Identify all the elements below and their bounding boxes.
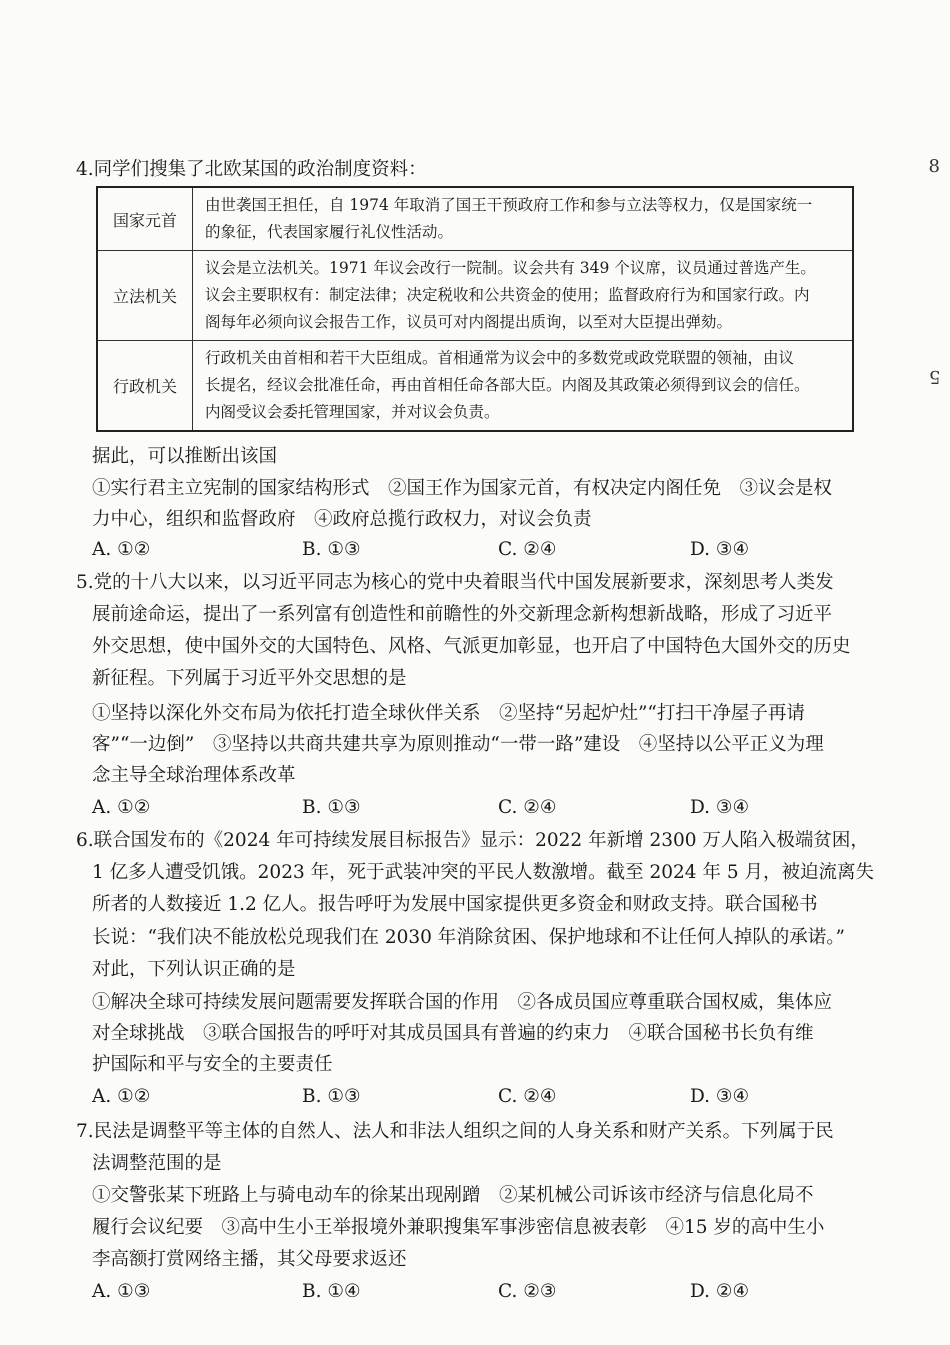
question-4-choices-line: 力中心，组织和监督政府 ④政府总揽行政权力，对议会负责 xyxy=(92,509,592,530)
question-6-line: 1 亿多人遭受饥饿。2023 年，死于武装冲突的平民人数激增。截至 2024 年 5 月，被迫流离失 xyxy=(92,862,874,883)
row-line: 由世袭国王担任，自 1974 年取消了国王干预政府工作和参与立法等权力，仅是国家统一 xyxy=(205,196,813,214)
option-c[interactable]: C. ②④ xyxy=(498,539,557,560)
question-5-choices-line: 客”“一边倒” ③坚持以共商共建共享为原则推动“一带一路”建设 ④坚持以公平正义为理 xyxy=(92,734,824,755)
question-5-line: 展前途命运，提出了一系列富有创造性和前瞻性的外交新理念新构想新战略，形成了习近平 xyxy=(92,604,833,625)
option-b[interactable]: B. ①③ xyxy=(302,1086,361,1107)
question-5-choices-line: 念主导全球治理体系改革 xyxy=(92,765,296,786)
option-d[interactable]: D. ③④ xyxy=(690,1086,750,1107)
option-d[interactable]: D. ③④ xyxy=(690,539,750,560)
margin-mark-middle: 5 xyxy=(928,366,940,387)
question-7-choices-line: 李高额打赏网络主播，其父母要求返还 xyxy=(92,1249,407,1270)
option-a[interactable]: A. ①② xyxy=(92,797,151,818)
question-4-choices-line: ①实行君主立宪制的国家结构形式 ②国王作为国家元首，有权决定内阁任免 ③议会是权 xyxy=(92,478,833,499)
option-d[interactable]: D. ②④ xyxy=(690,1281,750,1302)
row-line: 议会主要职权有：制定法律；决定税收和公共资金的使用；监督政府行为和国家行政。内 xyxy=(205,286,810,304)
option-d[interactable]: D. ③④ xyxy=(690,797,750,818)
row-line: 长提名，经议会批准任命，再由首相任命各部大臣。内阁及其政策必须得到议会的信任。 xyxy=(205,376,810,394)
row-content xyxy=(193,341,854,432)
question-5-line: 5.党的十八大以来，以习近平同志为核心的党中央着眼当代中国发展新要求，深刻思考人类发 xyxy=(76,572,834,593)
political-system-table xyxy=(96,186,854,432)
option-b[interactable]: B. ①④ xyxy=(302,1281,361,1302)
row-line: 的象征，代表国家履行礼仪性活动。 xyxy=(205,223,454,241)
question-5-line: 外交思想，使中国外交的大国特色、风格、气派更加彰显，也开启了中国特色大国外交的历史 xyxy=(92,636,851,657)
table-row xyxy=(97,341,853,432)
margin-mark-top: 8 xyxy=(928,156,940,177)
option-b[interactable]: B. ①③ xyxy=(302,797,361,818)
row-line: 内阁受议会委托管理国家，并对议会负责。 xyxy=(205,403,500,421)
option-a[interactable]: A. ①② xyxy=(92,539,151,560)
question-6-choices-line: 对全球挑战 ③联合国报告的呼吁对其成员国具有普遍的约束力 ④联合国秘书长负有维 xyxy=(92,1023,814,1044)
question-6-line: 6.联合国发布的《2024 年可持续发展目标报告》显示：2022 年新增 2300 万人陷入极端贫困， xyxy=(76,830,869,851)
option-c[interactable]: C. ②④ xyxy=(498,797,557,818)
row-label: 立法机关 xyxy=(97,251,193,341)
question-6-line: 长说：“我们决不能放松兑现我们在 2030 年消除贫困、保护地球和不让任何人掉队的承诺。” xyxy=(92,927,846,948)
row-line: 行政机关由首相和若干大臣组成。首相通常为议会中的多数党或政党联盟的领袖，由议 xyxy=(205,349,795,367)
question-5-line: 新征程。下列属于习近平外交思想的是 xyxy=(92,668,407,689)
question-7-line: 7.民法是调整平等主体的自然人、法人和非法人组织之间的人身关系和财产关系。下列属于民 xyxy=(76,1121,834,1142)
row-line: 议会是立法机关。1971 年议会改行一院制。议会共有 349 个议席，议员通过普选产生。 xyxy=(205,259,816,277)
question-6-choices-line: ①解决全球可持续发展问题需要发挥联合国的作用 ②各成员国应尊重联合国权威，集体应 xyxy=(92,992,833,1013)
option-c[interactable]: C. ②④ xyxy=(498,1086,557,1107)
option-b[interactable]: B. ①③ xyxy=(302,539,361,560)
row-label: 行政机关 xyxy=(97,341,193,432)
question-7-choices-line: 履行会议纪要 ③高中生小王举报境外兼职搜集军事涉密信息被表彰 ④15 岁的高中生小 xyxy=(92,1217,825,1238)
question-4-stem: 据此，可以推断出该国 xyxy=(92,446,278,467)
row-line: 阁每年必须向议会报告工作，议员可对内阁提出质询，以至对大臣提出弹劾。 xyxy=(205,313,733,331)
question-6-choices-line: 护国际和平与安全的主要责任 xyxy=(92,1054,333,1075)
table-row xyxy=(97,187,853,251)
option-a[interactable]: A. ①③ xyxy=(92,1281,151,1302)
question-5-choices-line: ①坚持以深化外交布局为依托打造全球伙伴关系 ②坚持“另起炉灶”“打扫干净屋子再请 xyxy=(92,703,805,724)
question-7-line: 法调整范围的是 xyxy=(92,1153,222,1174)
row-content xyxy=(193,187,854,251)
question-6-line: 对此，下列认识正确的是 xyxy=(92,959,296,980)
question-4-title: 4.同学们搜集了北欧某国的政治制度资料： xyxy=(76,159,427,180)
row-label: 国家元首 xyxy=(97,187,193,251)
question-7-choices-line: ①交警张某下班路上与骑电动车的徐某出现剐蹭 ②某机械公司诉该市经济与信息化局不 xyxy=(92,1185,814,1206)
row-content xyxy=(193,251,854,341)
question-6-line: 所者的人数接近 1.2 亿人。报告呼吁为发展中国家提供更多资金和财政支持。联合国秘书 xyxy=(92,894,818,915)
table-row xyxy=(97,251,853,341)
option-c[interactable]: C. ②③ xyxy=(498,1281,557,1302)
option-a[interactable]: A. ①② xyxy=(92,1086,151,1107)
